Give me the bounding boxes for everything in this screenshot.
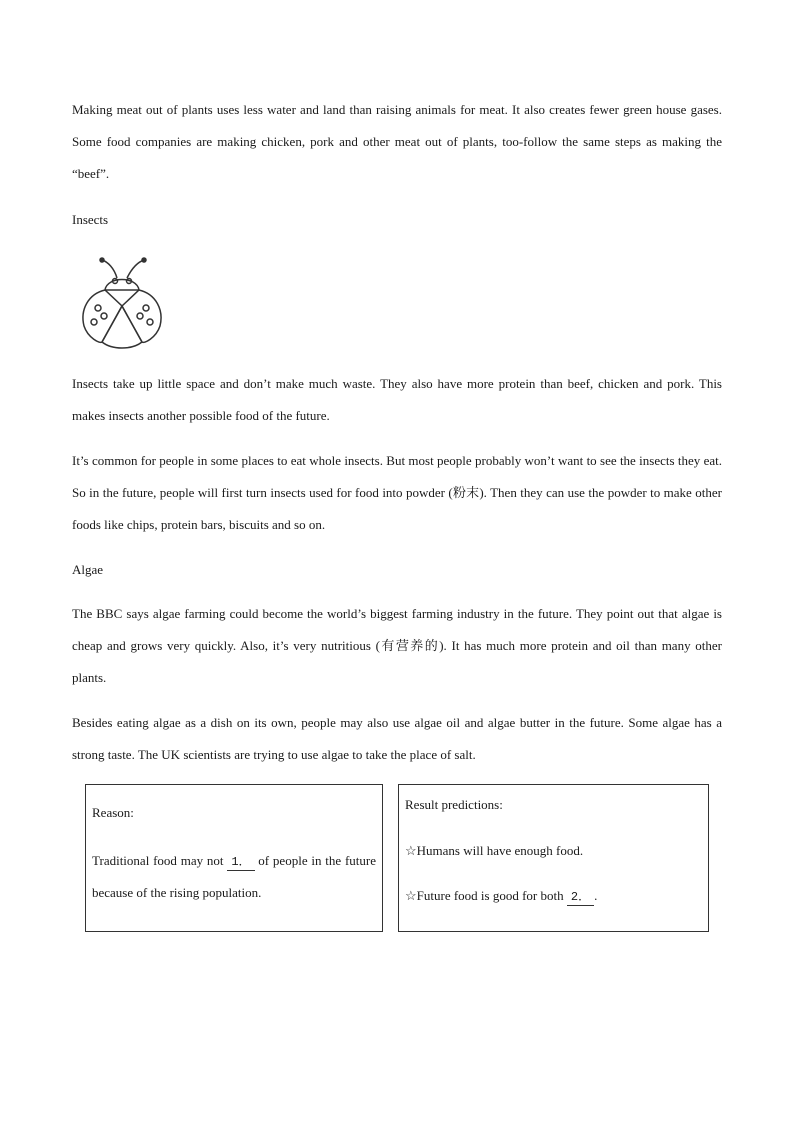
- ladybug-antenna-right: [127, 260, 144, 278]
- reason-box: [85, 784, 383, 932]
- result-item-2: [405, 888, 597, 906]
- paragraph-insects-powder: It’s common for people in some places to eat whole insects. But most people probably won’t want to see the insects they eat. So in the future, people will first turn insects used for food into powder (粉末). Then they can use the powder to make other foods like chips, protein bars, biscuits and so on.: [72, 453, 722, 532]
- paragraph-algae-farming: The BBC says algae farming could become the world’s biggest farming industry in the future. They point out that algae is cheap and grows very quickly. Also, it’s very nutritious (有营养的). It has much more protein and oil than many other plants.: [72, 606, 722, 685]
- heading-algae: Algae: [72, 562, 104, 577]
- blank-1[interactable]: 1．: [227, 854, 254, 871]
- result-box: [398, 784, 709, 932]
- ladybug-spot: [101, 313, 107, 319]
- blank-2[interactable]: 2．: [567, 889, 594, 906]
- ladybug-antenna-left: [102, 260, 117, 278]
- ladybug-spot: [137, 313, 143, 319]
- ladybug-spot: [143, 305, 149, 311]
- paragraph-algae-uses: Besides eating algae as a dish on its own, people may also use algae oil and algae butter in the future. Some algae has a strong taste. The UK scientists are trying to use algae to take the place of salt.: [72, 715, 722, 762]
- ladybug-icon: [72, 250, 172, 350]
- reason-label: Reason:: [92, 805, 134, 820]
- result-item-2-before: ☆Future food is good for both: [405, 888, 567, 903]
- ladybug-antenna-tip-left: [100, 258, 104, 262]
- reason-text: [92, 845, 376, 909]
- result-item-2-after: .: [594, 888, 598, 903]
- ladybug-drawing: [83, 258, 161, 348]
- result-label: Result predictions:: [405, 797, 503, 812]
- ladybug-belly: [102, 306, 142, 348]
- reason-text-before: Traditional food may not: [92, 853, 228, 868]
- reason-text-after: of people in the future because of the rising population.: [92, 853, 377, 900]
- paragraph-insects-protein: Insects take up little space and don’t make much waste. They also have more protein than beef, chicken and pork. This makes insects another possible food of the future.: [72, 376, 722, 423]
- ladybug-spot: [95, 305, 101, 311]
- heading-insects: Insects: [72, 212, 109, 227]
- ladybug-spot: [147, 319, 153, 325]
- ladybug-antenna-tip-right: [142, 258, 146, 262]
- paragraph-plant-meat: Making meat out of plants uses less water and land than raising animals for meat. It also creates fewer green house gases. Some food companies are making chicken, pork and other meat out of plants, too-follow the same steps as making the “beef”.: [72, 102, 722, 181]
- ladybug-spot: [91, 319, 97, 325]
- ladybug-head: [105, 280, 139, 291]
- result-item-1: ☆Humans will have enough food.: [405, 843, 584, 858]
